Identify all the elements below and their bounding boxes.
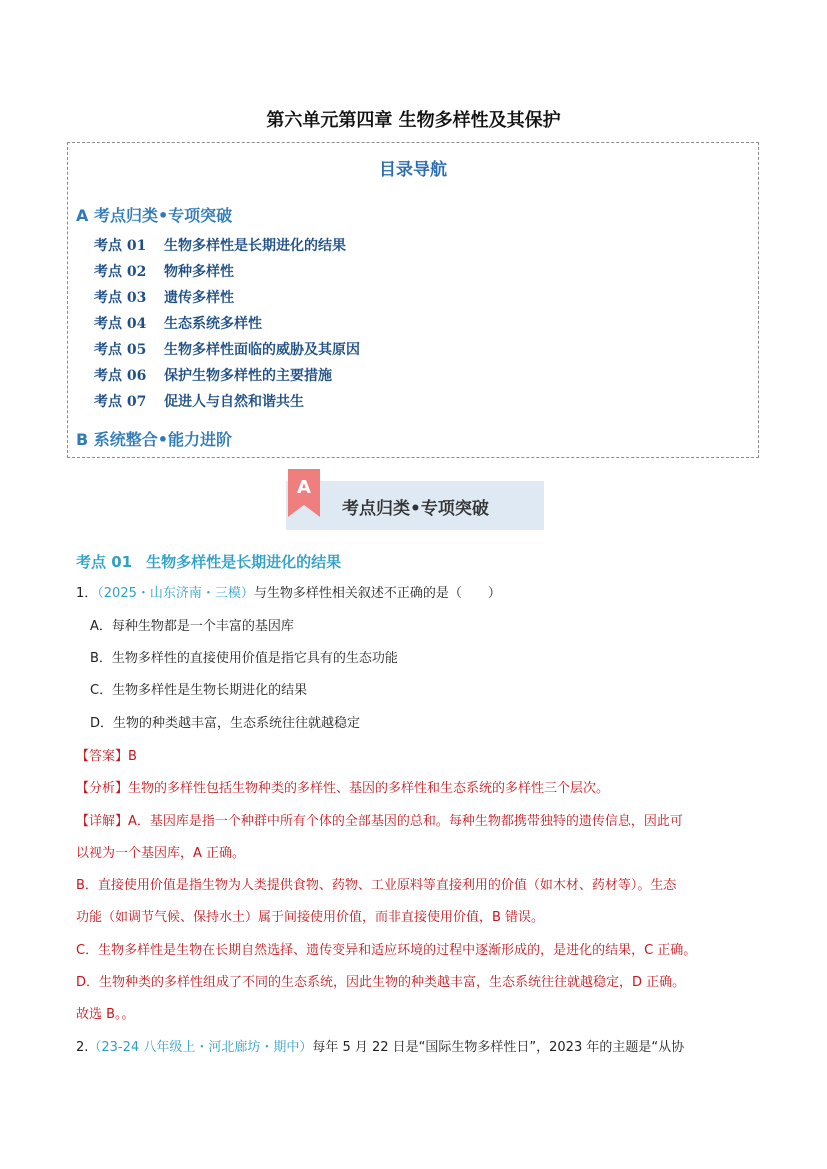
- detail: [76, 813, 683, 831]
- toc-item[interactable]: [94, 235, 346, 255]
- detail-label: 【详解】: [76, 814, 129, 829]
- toc-item[interactable]: [94, 365, 332, 385]
- option-d: D．生物的种类越丰富，生态系统往往就越稳定: [90, 716, 361, 731]
- toc-item[interactable]: [94, 339, 360, 359]
- page-title: 第六单元第四章 生物多样性及其保护: [266, 110, 561, 131]
- question-num: 2.: [76, 1040, 89, 1055]
- toc-item-num: 考点 07: [94, 394, 147, 410]
- option-a: A．每种生物都是一个丰富的基因库: [90, 619, 294, 634]
- toc-item-num: 考点 05: [94, 342, 147, 358]
- answer-label: 【答案】: [76, 749, 129, 764]
- option-c: C．生物多样性是生物长期进化的结果: [90, 683, 308, 698]
- section-banner: [286, 477, 544, 530]
- toc-heading: 目录导航: [379, 160, 447, 180]
- toc-item-text: 生态系统多样性: [164, 316, 262, 332]
- question-2-stem: [76, 1039, 684, 1057]
- bookmark-icon: [286, 469, 322, 519]
- question-text: 每年 5 月 22 日是“国际生物多样性日”，2023 年的主题是“从协: [312, 1040, 685, 1055]
- toc-section-b[interactable]: B 系统整合•能力进阶: [76, 430, 232, 449]
- banner-title: 考点归类•专项突破: [342, 499, 489, 519]
- toc-item[interactable]: [94, 313, 262, 333]
- toc-section-a[interactable]: A 考点归类•专项突破: [76, 206, 233, 225]
- toc-item[interactable]: [94, 391, 304, 411]
- toc-item-text: 遗传多样性: [164, 290, 234, 306]
- toc-item-text: 物种多样性: [164, 264, 234, 280]
- toc-item-text: 促进人与自然和谐共生: [164, 394, 304, 410]
- detail-line: D．生物种类的多样性组成了不同的生态系统，因此生物的种类越丰富，生态系统往往就越稳定，D 正确。: [76, 975, 686, 990]
- detail-line: B．直接使用价值是指生物为人类提供食物、药物、工业原料等直接利用的价值（如木材、药材等）。生态: [76, 878, 677, 893]
- toc-item-num: 考点 01: [94, 238, 147, 254]
- toc-item-num: 考点 03: [94, 290, 147, 306]
- kaodian-text: 生物多样性是长期进化的结果: [146, 553, 342, 571]
- table-of-contents: [67, 142, 759, 458]
- question-num: 1．: [76, 586, 98, 601]
- toc-item-text: 生物多样性面临的威胁及其原因: [164, 342, 360, 358]
- kaodian-num: 考点 01: [76, 553, 133, 571]
- toc-item[interactable]: [94, 287, 234, 307]
- toc-item-text: 保护生物多样性的主要措施: [164, 368, 332, 384]
- detail-line: C．生物多样性是生物在长期自然选择、遗传变异和适应环境的过程中逐渐形成的，是进化的结果，C 正确。: [76, 943, 697, 958]
- question-source: （2025・山东济南・三模）: [97, 586, 254, 601]
- answer: [76, 748, 137, 766]
- toc-item-text: 生物多样性是长期进化的结果: [164, 238, 346, 254]
- detail-line: 功能（如调节气候、保持水土）属于间接使用价值，而非直接使用价值，B 错误。: [76, 910, 545, 925]
- analysis-label: 【分析】: [76, 781, 129, 796]
- analysis: [76, 780, 609, 798]
- question-1-stem: [76, 585, 501, 603]
- question-text: 与生物多样性相关叙述不正确的是（ ）: [253, 586, 501, 601]
- toc-item[interactable]: [94, 261, 234, 281]
- kaodian-heading: [76, 551, 341, 572]
- answer-value: B: [128, 749, 137, 764]
- analysis-text: 生物的多样性包括生物种类的多样性、基因的多样性和生态系统的多样性三个层次。: [128, 781, 610, 796]
- detail-line: A．基因库是指一个种群中所有个体的全部基因的总和。每种生物都携带独特的遗传信息，因此可: [128, 814, 683, 829]
- option-b: B．生物多样性的直接使用价值是指它具有的生态功能: [90, 651, 398, 666]
- toc-item-num: 考点 02: [94, 264, 147, 280]
- detail-line: 以视为一个基因库，A 正确。: [76, 846, 246, 861]
- toc-item-num: 考点 04: [94, 316, 147, 332]
- toc-item-num: 考点 06: [94, 368, 147, 384]
- badge-letter: A: [297, 477, 311, 498]
- question-source: （23-24 八年级上・河北廊坊・期中）: [88, 1040, 313, 1055]
- detail-line: 故选 B。。: [76, 1007, 135, 1022]
